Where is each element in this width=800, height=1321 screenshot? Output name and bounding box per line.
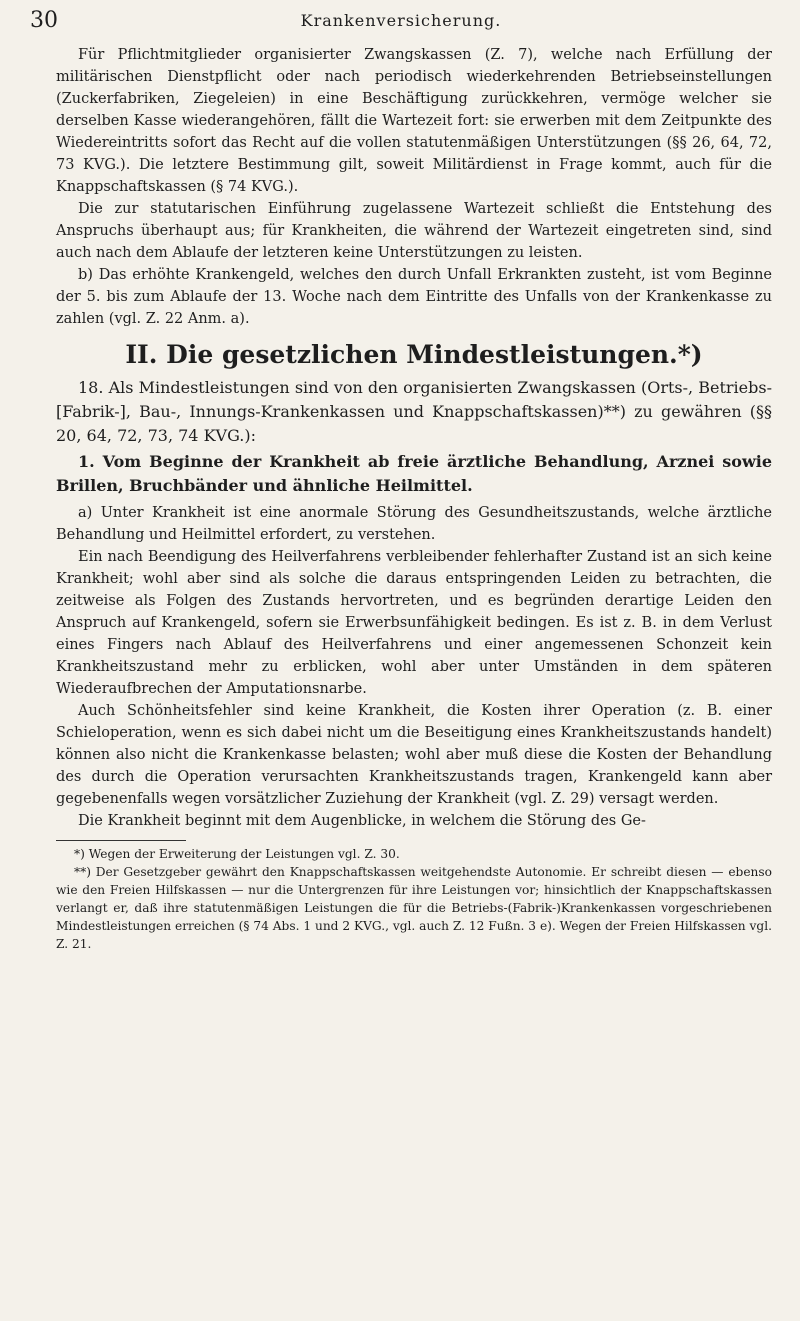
paragraph: b) Das erhöhte Krankengeld, welches den durch Unfall Erkrankten zusteht, ist vom Beginne der 5. bis zum Ablaufe der 13. Woche nach dem Eintritte des Unfalls von der Krankenkasse zu zahlen (vgl. Z. 22 Anm. a).	[56, 267, 772, 327]
footnote: **) Der Gesetzgeber gewährt den Knappschaftskassen weitgehendste Autonomie. Er schreibt diesen — ebenso wie den Freien Hilfskassen — nur die Untergrenzen für ihre Leistungen vor; hinsichtlich der Knappschaftskassen verlangt er, daß ihre statutenmäßigen Leistungen die für die Betriebs-(Fabrik-)Krankenkassen vorgeschriebenen Mindestleistungen erreichen (§ 74 Abs. 1 und 2 KVG., vgl. auch Z. 12 Fußn. 3 e). Wegen der Freien Hilfskassen vgl. Z. 21.	[56, 865, 772, 951]
paragraph: Ein nach Beendigung des Heilverfahrens verbleibender fehlerhafter Zustand ist an sich keine Krankheit; wohl aber sind als solche die daraus entspringenden Leiden zu betrachten, die zeitweise als Folgen des Zustands hervortreten, und es begründen derartige Leiden den Anspruch auf Krankengeld, sofern sie Erwerbsunfähigkeit bedingen. Es ist z. B. in dem Verlust eines Fingers nach Ablauf des Heilverfahrens und einer angemessenen Schonzeit kein Krankheitszustand mehr zu erblicken, wohl aber unter Umständen in dem späteren Wiederaufbrechen der Amputationsnarbe.	[56, 549, 772, 697]
running-title: Krankenversicherung.	[300, 11, 502, 30]
list-item: 1. Vom Beginne der Krankheit ab freie ärztliche Behandlung, Arznei sowie Brillen, Bruchbänder und ähnliche Heilmittel.	[56, 452, 772, 495]
paragraph: a) Unter Krankheit ist eine anormale Störung des Gesundheitszustands, welche ärztliche Behandlung und Heilmittel erfordert, zu verstehen.	[56, 505, 772, 543]
footnote-divider	[56, 840, 186, 841]
page-header	[30, 8, 772, 38]
footnote: *) Wegen der Erweiterung der Leistungen vgl. Z. 30.	[74, 847, 400, 861]
page-number: 30	[30, 8, 58, 33]
paragraph: Auch Schönheitsfehler sind keine Krankheit, die Kosten ihrer Operation (z. B. einer Schieloperation, wenn es sich dabei nicht um die Beseitigung eines Krankheitszustands handelt) können also nicht die Krankenkasse belasten; wohl aber muß diese die Kosten der Behandlung des durch die Operation verursachten Krankheitszustands tragen, Krankengeld kann aber gegebenenfalls wegen vorsätzlicher Zuziehung der Krankheit (vgl. Z. 29) versagt werden.	[56, 703, 772, 807]
page-body	[56, 44, 772, 953]
section-heading: II. Die gesetzlichen Mindestleistungen.*)	[125, 340, 703, 369]
paragraph: Die Krankheit beginnt mit dem Augenblicke, in welchem die Störung des Ge-	[78, 813, 646, 829]
paragraph-18: 18. Als Mindestleistungen sind von den organisierten Zwangskassen (Orts-, Betriebs-[Fabrik-], Bau-, Innungs-Krankenkassen und Knappschaftskassen)**) zu gewähren (§§ 20, 64, 72, 73, 74 KVG.):	[56, 378, 772, 445]
paragraph: Die zur statutarischen Einführung zugelassene Wartezeit schließt die Entstehung des Anspruchs überhaupt aus; für Krankheiten, die während der Wartezeit eingetreten sind, sind auch nach dem Ablaufe der letzteren keine Unterstützungen zu leisten.	[56, 201, 772, 261]
paragraph: Für Pflichtmitglieder organisierter Zwangskassen (Z. 7), welche nach Erfüllung der militärischen Dienstpflicht oder nach periodisch wiederkehrenden Betriebseinstellungen (Zuckerfabriken, Ziegeleien) in eine Beschäftigung zurückkehren, vermöge welcher sie derselben Kasse wiederangehören, fällt die Wartezeit fort: sie erwerben mit dem Zeitpunkte des Wiedereintritts sofort das Recht auf die vollen statutenmäßigen Unterstützungen (§§ 26, 64, 72, 73 KVG.). Die letztere Bestimmung gilt, soweit Militärdienst in Frage kommt, auch für die Knappschaftskassen (§ 74 KVG.).	[56, 47, 772, 195]
